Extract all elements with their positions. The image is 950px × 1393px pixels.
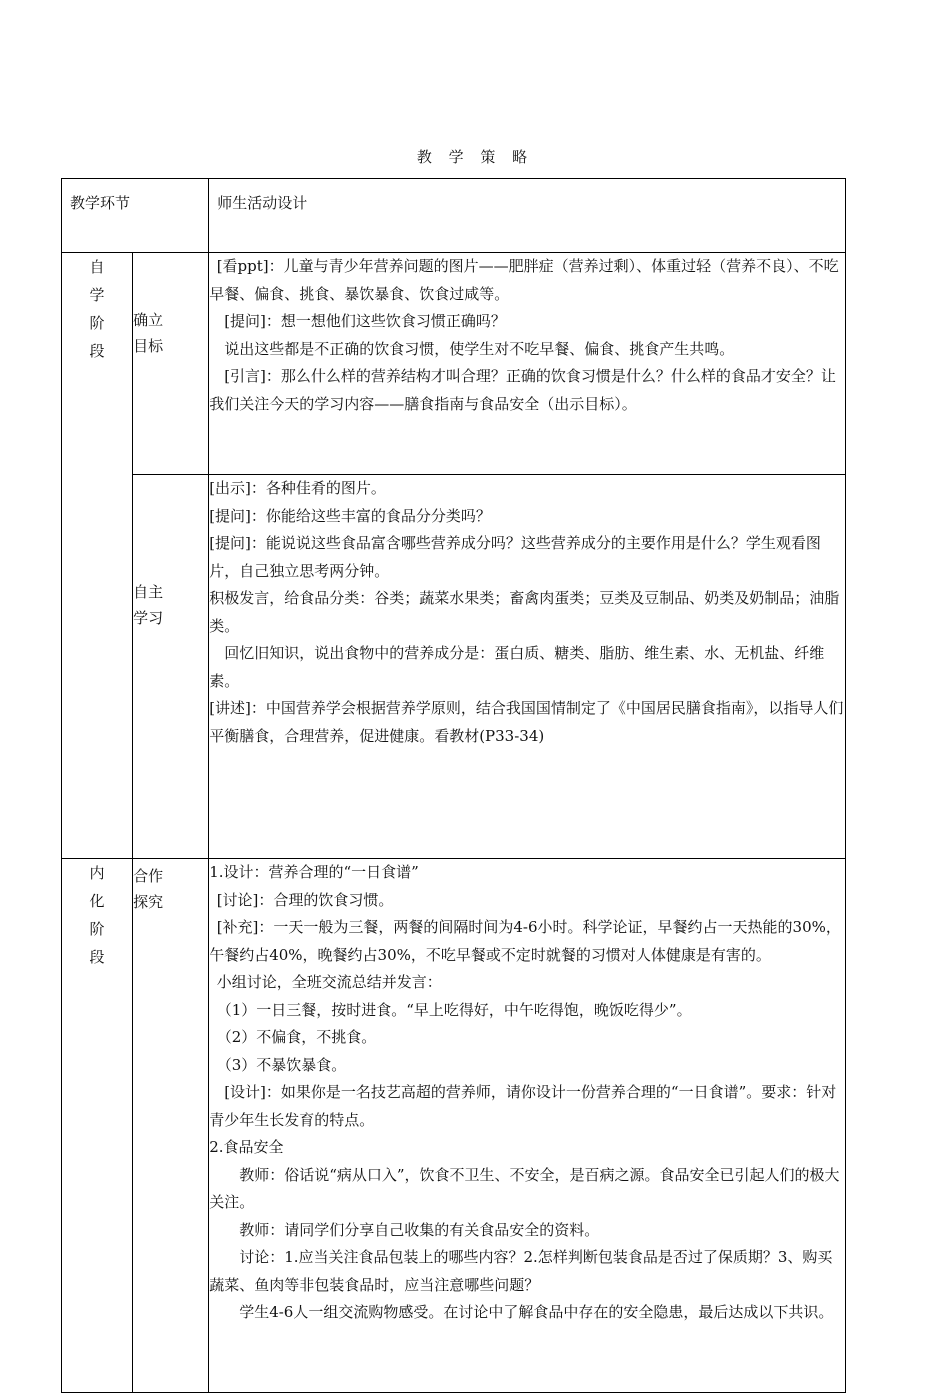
- stage-char: 内: [89, 864, 105, 882]
- header-teaching-stage: 教学环节: [62, 179, 209, 253]
- stage-char: 段: [89, 948, 105, 966]
- stage-char: 学: [89, 286, 105, 304]
- content-cooperative-inquiry: 1.设计：营养合理的“一日食谱” [讨论]：合理的饮食习惯。 [补充]：一天一般为三餐，两餐的间隔时间为4-6小时。科学论证，早餐约占一天热能的30%，午餐约占40%，晚餐约占30%，不吃早餐或不定时就餐的习惯对人体健康是有害的。 小组讨论，全班交流总结并发言： （1）一日三餐，按时进食。“早上吃得好，中午吃得饱，晚饭吃得少”。 （2）不偏食，不挑食。 （3）不暴饮暴食。 [设计]：如果你是一名技艺高超的营养师，请你设计一份营养合理的“一日食谱”。要求：针对青少年生长发育的特点。 2.食品安全 教师：俗话说“病从口入”，饮食不卫生、不安全，是百病之源。食品安全已引起人们的极大关注。 教师：请同学们分享自己收集的有关食品安全的资料。 讨论：1.应当关注食品包装上的哪些内容？2.怎样判断包装食品是否过了保质期？3、购买蔬菜、鱼肉等非包装食品时，应当注意哪些问题？ 学生4-6人一组交流购物感受。在讨论中了解食品中存在的安全隐患，最后达成以下共识。: [209, 859, 846, 1393]
- header-row: [62, 179, 846, 253]
- table-row: [62, 475, 846, 859]
- stage-char: 段: [89, 342, 105, 360]
- stage-char: 自: [89, 258, 105, 276]
- table-row: [62, 859, 846, 1393]
- teaching-strategy-table: [61, 178, 846, 1393]
- content-set-goals: [看ppt]：儿童与青少年营养问题的图片——肥胖症（营养过剩）、体重过轻（营养不良）、不吃早餐、偏食、挑食、暴饮暴食、饮食过咸等。 [提问]：想一想他们这些饮食习惯正确吗？ 说出这些都是不正确的饮食习惯，使学生对不吃早餐、偏食、挑食产生共鸣。 [引言]：那么什么样的营养结构才叫合理？正确的饮食习惯是什么？什么样的食品才安全？让我们关注今天的学习内容——膳食指南与食品安全（出示目标）。: [209, 253, 846, 475]
- sub-stage-self-learning: 自主 学习: [133, 475, 209, 859]
- stage-char: 阶: [89, 920, 105, 938]
- stage-self-study: [62, 253, 133, 859]
- stage-internalization: [62, 859, 133, 1393]
- header-activity-design: 师生活动设计: [209, 179, 846, 253]
- page-title: 教 学 策 略: [416, 148, 534, 166]
- stage-char: 化: [89, 892, 105, 910]
- content-self-learning: [出示]：各种佳肴的图片。 [提问]：你能给这些丰富的食品分分类吗？ [提问]：能说说这些食品富含哪些营养成分吗？这些营养成分的主要作用是什么？学生观看图片，自己独立思考两分钟。 积极发言，给食品分类：谷类；蔬菜水果类；畜禽肉蛋类；豆类及豆制品、奶类及奶制品；油脂类。 回忆旧知识，说出食物中的营养成分是：蛋白质、糖类、脂肪、维生素、水、无机盐、纤维素。 [讲述]：中国营养学会根据营养学原则，结合我国国情制定了《中国居民膳食指南》，以指导人们平衡膳食，合理营养，促进健康。看教材(P33-34): [209, 475, 846, 859]
- sub-stage-set-goals: 确立 目标: [133, 253, 209, 475]
- stage-char: 阶: [89, 314, 105, 332]
- table-row: [62, 253, 846, 475]
- sub-stage-cooperative-inquiry: 合作 探究: [133, 859, 209, 1393]
